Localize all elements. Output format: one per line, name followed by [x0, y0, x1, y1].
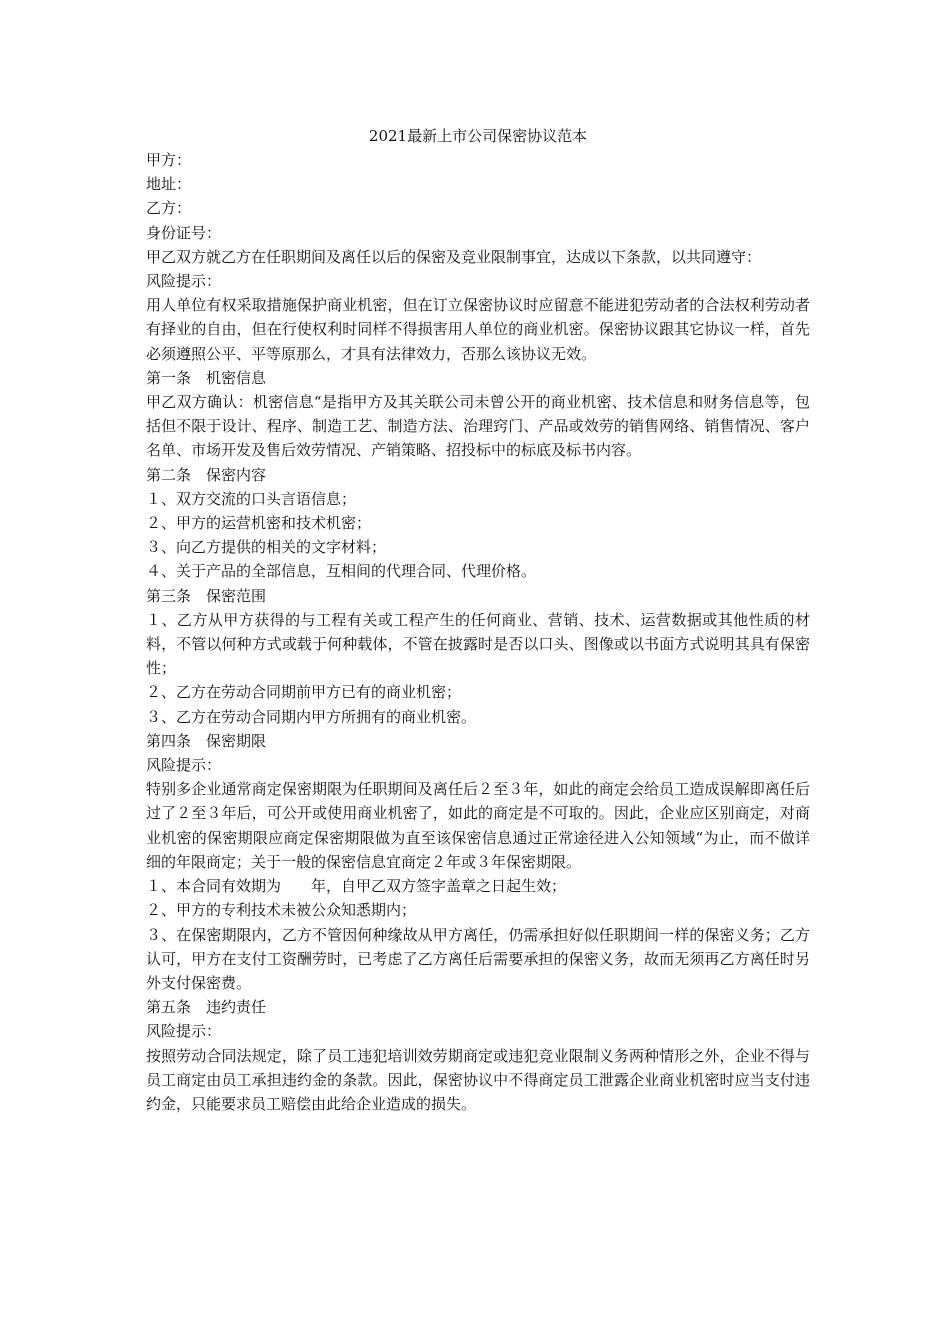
risk-paragraph: 用人单位有权采取措施保护商业机密，但在订立保密协议时应留意不能进犯劳动者的合法权利劳动者有择业的自由，但在行使权利时同样不得损害用人单位的商业机密。保密协议跟其它协议一样，首先必须遵照公平、平等原那么，才具有法律效力，否那么该协议无效。	[146, 296, 810, 363]
article-2-heading: 第二条 保密内容	[146, 465, 267, 484]
risk-paragraph: 特别多企业通常商定保密期限为任职期间及离任后２至３年，如此的商定会给员工造成误解即离任后过了２至３年后，可公开或使用商业机密了，如此的商定是不可取的。因此，企业应区别商定，对商业机密的保密期限应商定保密期限做为直至该保密信息通过正常途径进入公知领域“为止，而不做详细的年限商定；关于一般的保密信息宜商定２年或３年保密期限。	[146, 780, 810, 871]
article-4-item: ３、在保密期限内，乙方不管因何种缘故从甲方离任，仍需承担好似任职期间一样的保密义务；乙方认可，甲方在支付工资酬劳时，已考虑了乙方离任后需要承担的保密义务，故而无须再乙方离任时另外支付保密费。	[146, 925, 810, 992]
party-b-field: 乙方：	[146, 199, 192, 218]
article-2-item: １、双方交流的口头言语信息；	[146, 489, 357, 508]
article-4-item: ２、甲方的专利技术未被公众知悉期内；	[146, 901, 417, 920]
article-2-item: ２、甲方的运营机密和技术机密；	[146, 514, 372, 533]
risk-paragraph: 按照劳动合同法规定，除了员工违犯培训效劳期商定或违犯竞业限制义务两种情形之外，企业不得与员工商定由员工承担违约金的条款。因此，保密协议中不得商定员工泄露企业商业机密时应当支付违约金，只能要求员工赔偿由此给企业造成的损失。	[146, 1046, 810, 1113]
article-3-item: ２、乙方在劳动合同期前甲方已有的商业机密；	[146, 683, 462, 702]
document-title: 2021最新上市公司保密协议范本	[368, 127, 588, 145]
id-number-field: 身份证号：	[146, 223, 222, 242]
risk-label: 风险提示：	[146, 1022, 222, 1041]
intro-paragraph: 甲乙双方就乙方在任职期间及离任以后的保密及竞业限制事宜，达成以下条款，以共同遵守：	[146, 247, 762, 266]
article-1-heading: 第一条 机密信息	[146, 368, 267, 387]
address-field: 地址：	[146, 175, 192, 194]
party-a-field: 甲方：	[146, 151, 192, 169]
risk-label: 风险提示：	[146, 756, 222, 775]
article-3-heading: 第三条 保密范围	[146, 586, 267, 605]
article-3-item: ３、乙方在劳动合同期内甲方所拥有的商业机密。	[146, 707, 477, 726]
document-page	[146, 124, 810, 1116]
article-2-item: ４、关于产品的全部信息，互相间的代理合同、代理价格。	[146, 562, 537, 581]
article-3-item: １、乙方从甲方获得的与工程有关或工程产生的任何商业、营销、技术、运营数据或其他性质的材料，不管以何种方式或载于何种载体，不管在披露时是否以口头、图像或以书面方式说明其具有保密性；	[146, 610, 810, 678]
article-4-item: １、本合同有效期为 年，自甲乙双方签字盖章之日起生效；	[146, 877, 567, 896]
article-2-item: ３、向乙方提供的相关的文字材料；	[146, 538, 387, 557]
risk-label: 风险提示：	[146, 272, 222, 291]
article-4-heading: 第四条 保密期限	[146, 731, 267, 750]
article-1-text: 甲乙双方确认：机密信息“是指甲方及其关联公司未曾公开的商业机密、技术信息和财务信息等，包括但不限于设计、程序、制造工艺、制造方法、治理窍门、产品或效劳的销售网络、销售情况、客户名单、市场开发及售后效劳情况、产销策略、招投标中的标底及标书内容。	[146, 393, 810, 460]
article-5-heading: 第五条 违约责任	[146, 998, 267, 1017]
